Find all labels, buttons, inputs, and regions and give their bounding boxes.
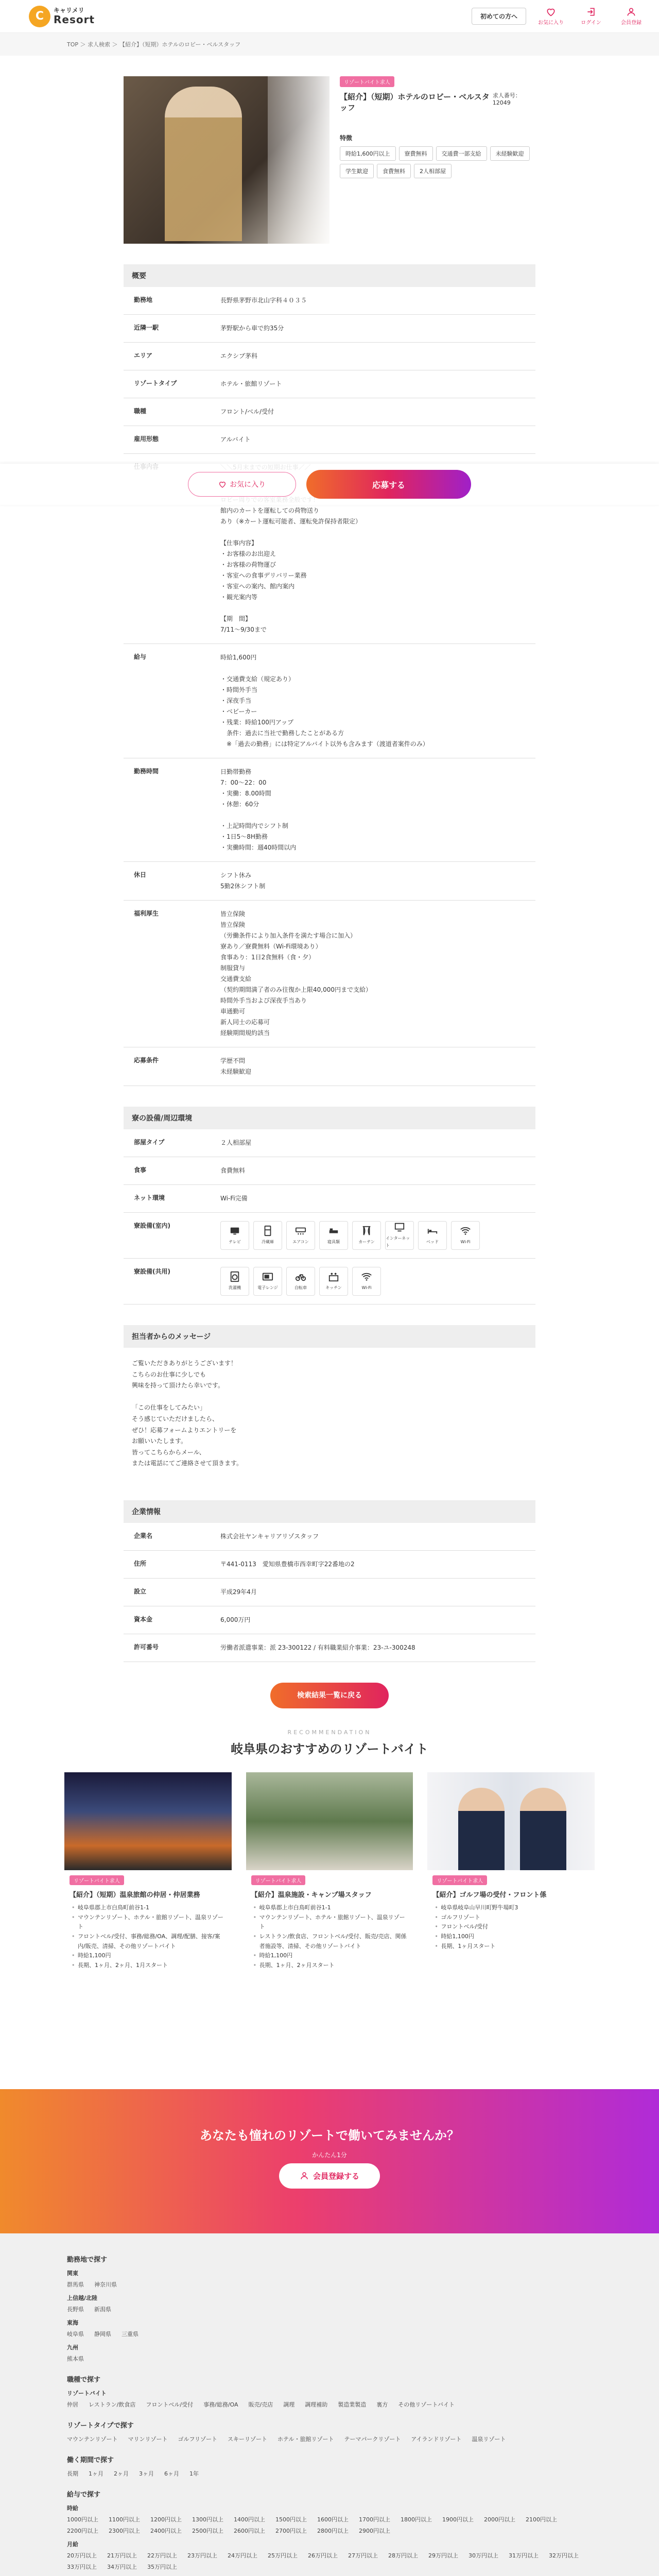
curtain-icon bbox=[361, 1225, 372, 1236]
table-row: 許可番号 労働者派遣事業：派 23-300122 / 有料職業紹介事業：23-ユ-300248 bbox=[124, 1634, 535, 1662]
footer-search-link[interactable]: 2400円以上 bbox=[150, 2527, 182, 2534]
wifi-icon bbox=[361, 1271, 372, 1282]
table-row: 勤務地 長野県茅野市北山字科４０３５ bbox=[124, 287, 535, 315]
footer-search-link[interactable]: 事務/総務/OA bbox=[203, 2401, 238, 2408]
bed2-icon bbox=[427, 1225, 438, 1236]
logo-line2: Resort bbox=[54, 13, 95, 26]
footer-search-link[interactable]: 1800円以上 bbox=[401, 2516, 432, 2523]
footer-search-link[interactable]: 販売/売店 bbox=[248, 2401, 273, 2408]
recommend-card[interactable]: リゾートバイト求人 【紹介】（短期）温泉旅館の仲居・仲居業務 • 岐阜県郡上市白鳥町前谷1-1 • マウンテンリゾート、ホテル・旅館リゾート、温泉リゾート • フロントベル/受付、事務/総務/OA、調理/配膳、接客/案内/販売、清掃、その他リゾートバイト • 時給1,100円 • 長期、1ヶ月、2ヶ月、1月スタート bbox=[64, 1772, 232, 1976]
facility-wifi: Wi-Fi bbox=[451, 1221, 480, 1250]
job-category-label: リゾートバイト求人 bbox=[340, 76, 394, 87]
feature-tag[interactable]: 寮費無料 bbox=[399, 146, 433, 161]
private-facility-grid bbox=[220, 1221, 488, 1250]
job-id: 求人番号：12049 bbox=[492, 92, 521, 106]
job-header bbox=[124, 76, 535, 244]
feature-tag[interactable]: 交通費一部支給 bbox=[436, 146, 487, 161]
footer-search-link[interactable]: レストラン/飲食店 bbox=[89, 2401, 136, 2408]
site-header bbox=[0, 0, 659, 33]
banner-register-button[interactable]: 会員登録する bbox=[279, 2163, 380, 2189]
summary-section bbox=[124, 264, 535, 1086]
footer-search-link[interactable]: テーマパークリゾート bbox=[344, 2435, 401, 2443]
footer-search-link[interactable]: 27万円以上 bbox=[348, 2552, 378, 2559]
footer-search-link[interactable]: 1400円以上 bbox=[234, 2516, 265, 2523]
feature-tag[interactable]: 2人相部屋 bbox=[414, 164, 452, 178]
section-heading: 企業情報 bbox=[124, 1500, 535, 1523]
footer-search-link[interactable]: スキーリゾート bbox=[228, 2435, 268, 2443]
section-heading: 概要 bbox=[124, 264, 535, 287]
footer-search-link[interactable]: 25万円以上 bbox=[268, 2552, 298, 2559]
company-table bbox=[124, 1523, 535, 1662]
facility-kitchen: キッチン bbox=[319, 1267, 348, 1296]
table-row: ネット環境 Wi-Fi完備 bbox=[124, 1185, 535, 1213]
footer-search-link[interactable]: その他リゾートバイト bbox=[398, 2401, 455, 2408]
aircon-icon bbox=[295, 1225, 306, 1236]
footer-search-title: 勤務地で探す bbox=[67, 2256, 108, 2264]
footer-search-link[interactable]: 1500円以上 bbox=[275, 2516, 307, 2523]
footer-search-link[interactable]: 22万円以上 bbox=[147, 2552, 177, 2559]
facility-bed: ベッド bbox=[418, 1221, 447, 1250]
table-row: 近隣一駅 茅野駅から車で約35分 bbox=[124, 315, 535, 343]
footer-search-link[interactable]: 2700円以上 bbox=[275, 2527, 307, 2534]
recommend-sub: RECOMMENDATION bbox=[287, 1728, 372, 1736]
user-icon bbox=[300, 2171, 309, 2180]
table-row: 勤務時間 日勤帯勤務 7：00〜22：00 ・実働：8.00時間 ・休憩：60分 ・上記時間内でシフト制 ・1日5〜8H勤務 ・実働時間：週40時間以内 bbox=[124, 758, 535, 862]
footer-search-link[interactable]: 群馬県 bbox=[67, 2281, 84, 2288]
floating-action-bar bbox=[0, 464, 659, 505]
footer-search-link[interactable]: 1600円以上 bbox=[317, 2516, 349, 2523]
facilities-table bbox=[124, 1129, 535, 1304]
message-section bbox=[124, 1325, 535, 1480]
job-title: 【紹介】（短期）ホテルのロビー・ベルスタッフ bbox=[340, 92, 490, 112]
footer-search-link[interactable]: 1700円以上 bbox=[359, 2516, 390, 2523]
footer-search-link[interactable]: 岐阜県 bbox=[67, 2330, 84, 2337]
table-row: 寮設備(共用) 洗濯機 電子レンジ 自転車 キッチン Wi-Fi bbox=[124, 1259, 535, 1304]
footer-search bbox=[0, 2233, 659, 2576]
footer-search-link[interactable]: マウンテンリゾート bbox=[67, 2435, 118, 2443]
footer-search-link[interactable]: 熊本県 bbox=[67, 2355, 84, 2362]
footer-search-link[interactable]: 2100円以上 bbox=[526, 2516, 557, 2523]
footer-search-link[interactable]: 1300円以上 bbox=[192, 2516, 223, 2523]
table-row: 企業名 株式会社ヤンキャリアリゾスタッフ bbox=[124, 1523, 535, 1551]
facility-microwave: 電子レンジ bbox=[253, 1267, 282, 1296]
table-row: リゾートタイプ ホテル・旅館リゾート bbox=[124, 370, 535, 398]
facility-aircon: エアコン bbox=[286, 1221, 315, 1250]
banner-title: あなたも憧れのリゾートで働いてみませんか？ bbox=[200, 2128, 459, 2143]
footer-search-link[interactable]: 2900円以上 bbox=[359, 2527, 390, 2534]
register-link[interactable]: 会員登録 bbox=[616, 7, 647, 26]
footer-search-link[interactable]: 2600円以上 bbox=[234, 2527, 265, 2534]
footer-search-link[interactable]: 1ヶ月 bbox=[89, 2470, 103, 2477]
footer-search-subtitle: 月給 bbox=[67, 2540, 78, 2548]
feature-tag[interactable]: 食費無料 bbox=[377, 164, 411, 178]
footer-search-link[interactable]: 31万円以上 bbox=[509, 2552, 539, 2559]
footer-search-subtitle: 上信越/北陸 bbox=[67, 2294, 98, 2301]
washer-icon bbox=[229, 1271, 240, 1282]
footer-search-link[interactable]: 29万円以上 bbox=[428, 2552, 458, 2559]
feature-tag[interactable]: 学生歓迎 bbox=[340, 164, 374, 178]
footer-search-link[interactable]: 1200円以上 bbox=[150, 2516, 182, 2523]
facility-tv: テレビ bbox=[220, 1221, 249, 1250]
footer-search-title: 働く期間で探す bbox=[67, 2456, 114, 2464]
feature-tags bbox=[340, 146, 535, 178]
recommend-card-image bbox=[427, 1772, 595, 1870]
section-heading: 寮の設備/周辺環境 bbox=[124, 1107, 535, 1129]
facility-washer: 洗濯機 bbox=[220, 1267, 249, 1296]
footer-search-link[interactable]: 調理補助 bbox=[305, 2401, 328, 2408]
footer-search-link[interactable]: フロントベル/受付 bbox=[146, 2401, 194, 2408]
logo-mark: C bbox=[29, 6, 50, 27]
footer-search-link[interactable]: 2200円以上 bbox=[67, 2527, 98, 2534]
login-link[interactable]: ログイン bbox=[576, 7, 606, 26]
table-row: 職種 フロント/ベル/受付 bbox=[124, 398, 535, 426]
table-row: 応募条件 学歴不問 未経験歓迎 bbox=[124, 1047, 535, 1086]
bicycle-icon bbox=[295, 1271, 306, 1282]
table-row: 住所 〒441-0113 愛知県豊橋市西幸町字22番地の2 bbox=[124, 1550, 535, 1578]
footer-search-link[interactable]: 三重県 bbox=[122, 2330, 138, 2337]
footer-search-subtitle: リゾートバイト bbox=[67, 2389, 107, 2397]
footer-search-link[interactable]: 2800円以上 bbox=[317, 2527, 349, 2534]
fridge-icon bbox=[262, 1225, 273, 1236]
table-row: エリア エクシブ茅科 bbox=[124, 343, 535, 370]
footer-search-title: 給与で探す bbox=[67, 2490, 101, 2499]
microwave-icon bbox=[262, 1271, 273, 1282]
section-heading: 担当者からのメッセージ bbox=[124, 1325, 535, 1348]
logo-line1: キャリメリ bbox=[54, 6, 84, 14]
shared-facility-grid bbox=[220, 1267, 488, 1296]
footer-search-title: 職種で探す bbox=[67, 2376, 101, 2384]
register-banner bbox=[0, 2089, 659, 2233]
footer-search-link[interactable]: 長野県 bbox=[67, 2306, 84, 2313]
table-row: 食事 食費無料 bbox=[124, 1157, 535, 1185]
footer-search-link[interactable]: 30万円以上 bbox=[469, 2552, 498, 2559]
footer-search-link[interactable]: 33万円以上 bbox=[67, 2563, 97, 2570]
footer-search-group bbox=[67, 2254, 592, 2363]
footer-search-link[interactable]: 温泉リゾート bbox=[472, 2435, 506, 2443]
table-row: 館内のカートを運転しての荷物送り あり（※カート運転可能者、運転免許保持者限定） 【仕事内容】 ・お客様のお出迎え ・お客様の荷物運び ・客室への食事デリバリー業務 ・客室への案内、館内案内 ・観光案内等 【期 間】 7/11〜9/30まで bbox=[124, 454, 535, 644]
footer-search-subtitle: 東海 bbox=[67, 2319, 78, 2326]
table-row: 寮設備(室内) テレビ 冷蔵庫 エアコン 寝具類 カーテン インターネット ベッド Wi-Fi bbox=[124, 1213, 535, 1259]
bed-icon bbox=[328, 1225, 339, 1236]
company-section bbox=[124, 1500, 535, 1662]
heart-icon bbox=[218, 480, 227, 488]
favorites-link[interactable]: お気に入り bbox=[535, 7, 566, 26]
recommend-card-image bbox=[246, 1772, 413, 1870]
footer-search-link[interactable]: 神奈川県 bbox=[94, 2281, 117, 2288]
footer-search-link[interactable]: 2000円以上 bbox=[484, 2516, 515, 2523]
table-row: 部屋タイプ ２人相部屋 bbox=[124, 1129, 535, 1157]
feature-tag[interactable]: 時給1,600円以上 bbox=[340, 146, 396, 161]
footer-search-link[interactable]: 2300円以上 bbox=[109, 2527, 140, 2534]
internet-icon bbox=[394, 1222, 405, 1233]
heart-icon bbox=[546, 7, 556, 17]
footer-search-group bbox=[67, 2374, 592, 2409]
footer-search-group bbox=[67, 2454, 592, 2478]
footer-search-link[interactable]: 静岡県 bbox=[94, 2330, 111, 2337]
footer-search-subtitle: 時給 bbox=[67, 2504, 78, 2512]
footer-search-link[interactable]: 3ヶ月 bbox=[139, 2470, 154, 2477]
summary-table bbox=[124, 287, 535, 1086]
footer-search-link[interactable]: 23万円以上 bbox=[187, 2552, 217, 2559]
footer-search-subtitle: 九州 bbox=[67, 2344, 78, 2351]
footer-search-subtitle: 関東 bbox=[67, 2269, 78, 2277]
facility-wifi-shared: Wi-Fi bbox=[352, 1267, 381, 1296]
facility-curtain: カーテン bbox=[352, 1221, 381, 1250]
footer-search-link[interactable]: 長期 bbox=[67, 2470, 78, 2477]
recommend-section bbox=[0, 1729, 659, 1976]
recommend-title: 岐阜県のおすすめのリゾートバイト bbox=[231, 1741, 428, 1756]
footer-search-link[interactable]: ゴルフリゾート bbox=[178, 2435, 218, 2443]
banner-sub: かんたん1分 bbox=[312, 2151, 347, 2159]
table-row: 休日 シフト休み 5勤2休シフト制 bbox=[124, 862, 535, 901]
facilities-section bbox=[124, 1107, 535, 1304]
footer-search-link[interactable]: 6ヶ月 bbox=[164, 2470, 179, 2477]
footer-search-link[interactable]: 調理 bbox=[283, 2401, 295, 2408]
footer-search-link[interactable]: 34万円以上 bbox=[107, 2563, 137, 2570]
footer-search-link[interactable]: マリンリゾート bbox=[128, 2435, 168, 2443]
back-to-results-button[interactable]: 検索結果一覧に戻る bbox=[270, 1683, 389, 1708]
footer-search-group bbox=[67, 2489, 592, 2571]
footer-search-link[interactable]: 28万円以上 bbox=[388, 2552, 418, 2559]
job-photo bbox=[124, 76, 330, 244]
recommend-card-image bbox=[64, 1772, 232, 1870]
tv-icon bbox=[229, 1225, 240, 1236]
table-row: 雇用形態 アルバイト bbox=[124, 426, 535, 454]
breadcrumb[interactable]: TOP ＞ 求人検索 ＞ 【紹介】（短期）ホテルのロビー・ベルスタッフ bbox=[0, 33, 659, 56]
footer-search-link[interactable]: 32万円以上 bbox=[549, 2552, 579, 2559]
footer-search-link[interactable]: 35万円以上 bbox=[147, 2563, 177, 2570]
footer-search-link[interactable]: 2ヶ月 bbox=[114, 2470, 129, 2477]
footer-search-link[interactable]: 20万円以上 bbox=[67, 2552, 97, 2559]
footer-search-link[interactable]: 24万円以上 bbox=[228, 2552, 257, 2559]
user-icon bbox=[626, 7, 636, 17]
recommend-card[interactable]: リゾートバイト求人 【紹介】温泉施設・キャンプ場スタッフ • 岐阜県郡上市白鳥町前谷1-1 • マウンテンリゾート、ホテル・旅館リゾート、温泉リゾート • レストラン/飲食店、フロントベル/受付、販売/売店、関係者施設等、清掃、その他リゾートバイト • 時給1,100円 • 長期、1ヶ月、2ヶ月スタート bbox=[246, 1772, 413, 1976]
table-row: 福利厚生 皆立保険 皆立保険 （労働条件により加入条件を満たす場合に加入） 寮あり／寮費無料（Wi-Fi環境あり） 食事あり：1日2食無料（食・夕） 制服貸与 交通費支給 （契約期間満了者のみ往復か上限40,000円まで支給） 時間外手当および深夜手当あり 車通勤可 新人同士の応募可 経験期間規約該当 bbox=[124, 901, 535, 1047]
site-logo[interactable] bbox=[29, 6, 95, 27]
facility-fridge: 冷蔵庫 bbox=[253, 1221, 282, 1250]
table-row: 資本金 6,000万円 bbox=[124, 1606, 535, 1634]
first-time-button[interactable]: 初めての方へ bbox=[472, 8, 526, 25]
table-row: 給与 時給1,600円 ・交通費支給（規定あり） ・時間外手当 ・深夜手当 ・ベビーカー ・残業：時給100円アップ 条件：過去に当社で勤務したことがある方 ※「過去の勤務」には特定アルバイト以外も含みます（渡道者案件のみ） bbox=[124, 644, 535, 758]
header-actions bbox=[472, 7, 647, 26]
footer-search-link[interactable]: 新潟県 bbox=[94, 2306, 111, 2313]
footer-search-link[interactable]: 1100円以上 bbox=[109, 2516, 140, 2523]
footer-search-link[interactable]: 21万円以上 bbox=[107, 2552, 137, 2559]
footer-search-link[interactable]: 26万円以上 bbox=[308, 2552, 338, 2559]
recommend-card[interactable]: リゾートバイト求人 【紹介】ゴルフ場の受付・フロント係 • 岐阜県岐阜山早川町野牛場町3 • ゴルフリゾート • フロントベル/受付 • 時給1,100円 • 長期、1ヶ月スタート bbox=[427, 1772, 595, 1976]
footer-search-link[interactable]: 2500円以上 bbox=[192, 2527, 223, 2534]
kitchen-icon bbox=[328, 1271, 339, 1282]
footer-search-link[interactable]: 製造業製造 bbox=[338, 2401, 367, 2408]
footer-search-link[interactable]: 1000円以上 bbox=[67, 2516, 98, 2523]
favorite-button[interactable]: お気に入り bbox=[188, 472, 296, 497]
footer-search-group bbox=[67, 2420, 592, 2443]
footer-search-link[interactable]: 裏方 bbox=[376, 2401, 388, 2408]
features-title: 特徴 bbox=[340, 134, 353, 142]
apply-button[interactable]: 応募する bbox=[306, 470, 471, 499]
feature-tag[interactable]: 未経験歓迎 bbox=[490, 146, 530, 161]
table-row: 設立 平成29年4月 bbox=[124, 1578, 535, 1606]
login-icon bbox=[586, 7, 596, 17]
footer-search-link[interactable]: アイランドリゾート bbox=[411, 2435, 462, 2443]
facility-bicycle: 自転車 bbox=[286, 1267, 315, 1296]
footer-search-link[interactable]: 1900円以上 bbox=[442, 2516, 474, 2523]
wifi-icon bbox=[460, 1225, 471, 1236]
footer-search-link[interactable]: ホテル・旅館リゾート bbox=[278, 2435, 334, 2443]
footer-search-link[interactable]: 1年 bbox=[189, 2470, 199, 2477]
facility-bedding: 寝具類 bbox=[319, 1221, 348, 1250]
message-body: ご覧いただきありがとうございます！ こちらのお仕事に少しでも 興味を持って頂けたら幸いです。 「この仕事をしてみたい」 そう感じていただけましたら、 ぜひ！応募フォームよりエントリーを お願いいたします。 皆ってこちらからメール、 または電話にてご連絡させて頂きます。 bbox=[132, 1360, 243, 1467]
footer-search-title: リゾートタイプで探す bbox=[67, 2421, 134, 2430]
facility-internet: インターネット bbox=[385, 1221, 414, 1250]
footer-search-link[interactable]: 仲居 bbox=[67, 2401, 78, 2408]
